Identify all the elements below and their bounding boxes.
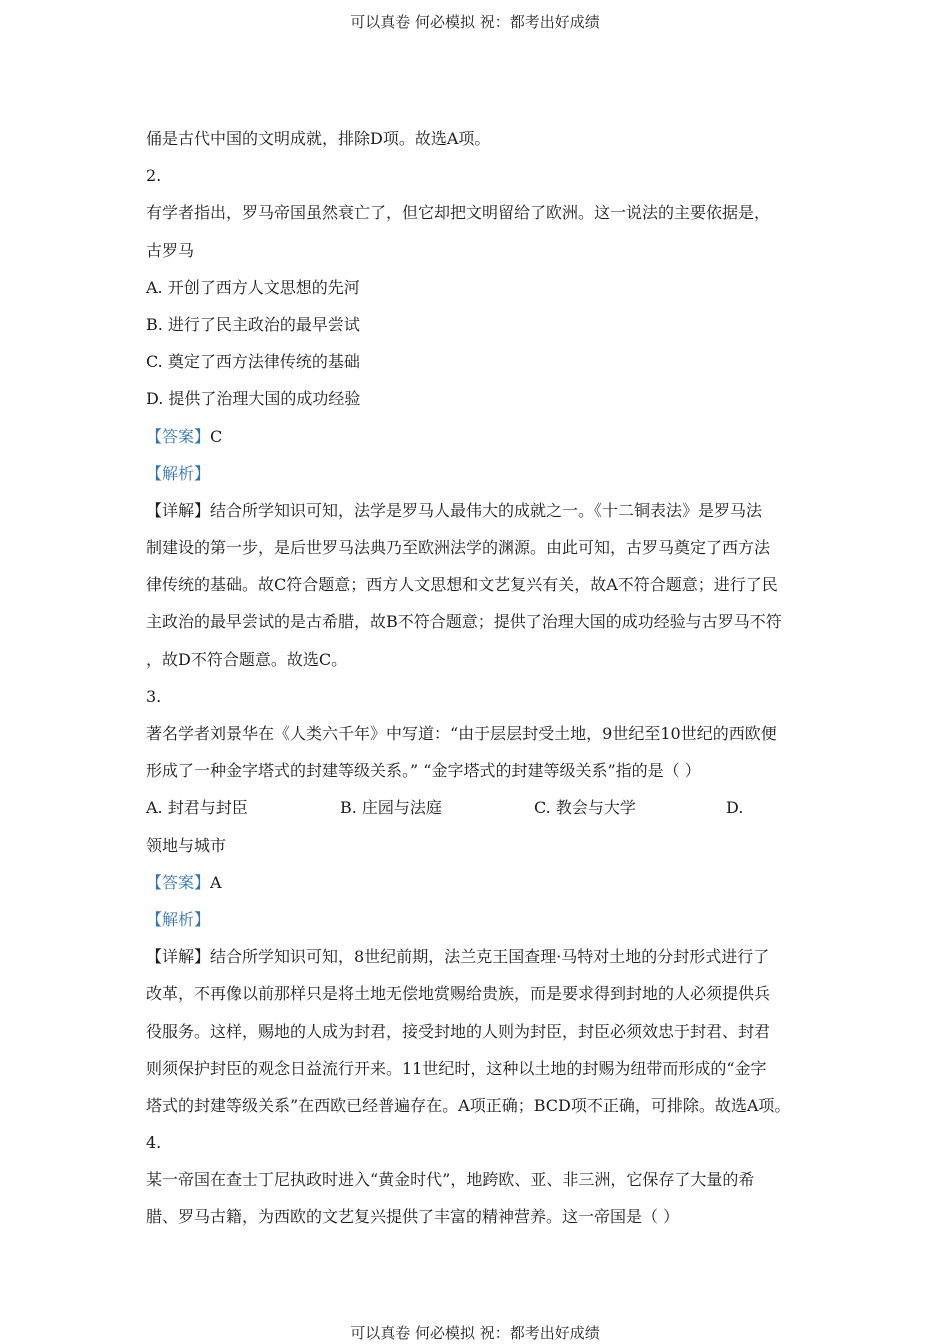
question-number: 4. — [146, 1133, 162, 1153]
question-stem: 腊、罗马古籍，为西欧的文艺复兴提供了丰富的精神营养。这一帝国是（ ） — [146, 1207, 680, 1227]
question-number: 2. — [146, 166, 162, 186]
option-a: A. 开创了西方人文思想的先河 — [146, 277, 360, 297]
answer-line — [146, 864, 808, 901]
option-d: D. — [726, 798, 744, 818]
detail-text: ，故D不符合题意。故选C。 — [146, 649, 348, 669]
question-stem: 某一帝国在查士丁尼执政时进入“黄金时代”，地跨欧、亚、非三洲，它保存了大量的希 — [146, 1170, 755, 1190]
detail-text: 结合所学知识可知，法学是罗马人最伟大的成就之一。《十二铜表法》是罗马法 — [210, 500, 763, 520]
options-row — [146, 789, 808, 826]
question-stem: 古罗马 — [146, 240, 195, 260]
analysis-tag: 【解析】 — [146, 909, 211, 929]
detail-text: 主政治的最早尝试的是古希腊，故B不符合题意；提供了治理大国的成功经验与古罗马不符 — [146, 612, 782, 632]
option-d-text: 领地与城市 — [146, 835, 227, 855]
detail-text: 改革，不再像以前那样只是将土地无偿地赏赐给贵族，而是要求得到封地的人必须提供兵 — [146, 984, 771, 1004]
option-c: C. 教会与大学 — [534, 798, 636, 818]
answer-line — [146, 418, 808, 455]
answer-tag: 【答案】 — [146, 872, 211, 892]
detail-text: 塔式的封建等级关系”在西欧已经普遍存在。A项正确；BCD项不正确，可排除。故选A项。 — [146, 1095, 791, 1115]
analysis-tag: 【解析】 — [146, 463, 211, 483]
detail-line — [146, 938, 808, 975]
answer-tag: 【答案】 — [146, 426, 211, 446]
question-stem: 形成了一种金字塔式的封建等级关系。” “金字塔式的封建等级关系”指的是（ ） — [146, 761, 701, 781]
question-stem: 著名学者刘景华在《人类六千年》中写道：“由于层层封受土地，9世纪至10世纪的西欧便 — [146, 724, 777, 743]
answer-value: A — [210, 872, 222, 892]
detail-text: 役服务。这样，赐地的人成为封君，接受封地的人则为封臣，封臣必须效忠于封君、封君 — [146, 1021, 771, 1041]
page-header: 可以真卷 何必模拟 祝：都考出好成绩 — [350, 13, 600, 31]
detail-tag: 【详解】 — [146, 947, 211, 967]
document-body — [146, 120, 808, 1236]
question-number: 3. — [146, 686, 162, 706]
detail-text: 律传统的基础。故C符合题意；西方人文思想和文艺复兴有关，故A不符合题意；进行了民 — [146, 575, 778, 595]
option-c: C. 奠定了西方法律传统的基础 — [146, 352, 360, 372]
detail-line — [146, 492, 808, 529]
question-stem: 有学者指出，罗马帝国虽然衰亡了，但它却把文明留给了欧洲。这一说法的主要依据是， — [146, 203, 771, 223]
answer-value: C — [210, 426, 223, 446]
page-footer: 可以真卷 何必模拟 祝：都考出好成绩 — [350, 1324, 600, 1342]
detail-tag: 【详解】 — [146, 500, 211, 520]
option-a: A. 封君与封臣 — [146, 798, 248, 818]
detail-text: 结合所学知识可知，8世纪前期，法兰克王国查理·马特对土地的分封形式进行了 — [210, 947, 770, 967]
text-line: 俑是古代中国的文明成就，排除D项。故选A项。 — [146, 129, 491, 148]
detail-text: 则须保护封臣的观念日益流行开来。11世纪时，这种以土地的封赐为纽带而形成的“金字 — [146, 1058, 767, 1078]
option-b: B. 庄园与法庭 — [340, 798, 442, 818]
option-b: B. 进行了民主政治的最早尝试 — [146, 314, 360, 334]
option-d: D. 提供了治理大国的成功经验 — [146, 389, 361, 409]
detail-text: 制建设的第一步，是后世罗马法典乃至欧洲法学的渊源。由此可知，古罗马奠定了西方法 — [146, 538, 771, 558]
